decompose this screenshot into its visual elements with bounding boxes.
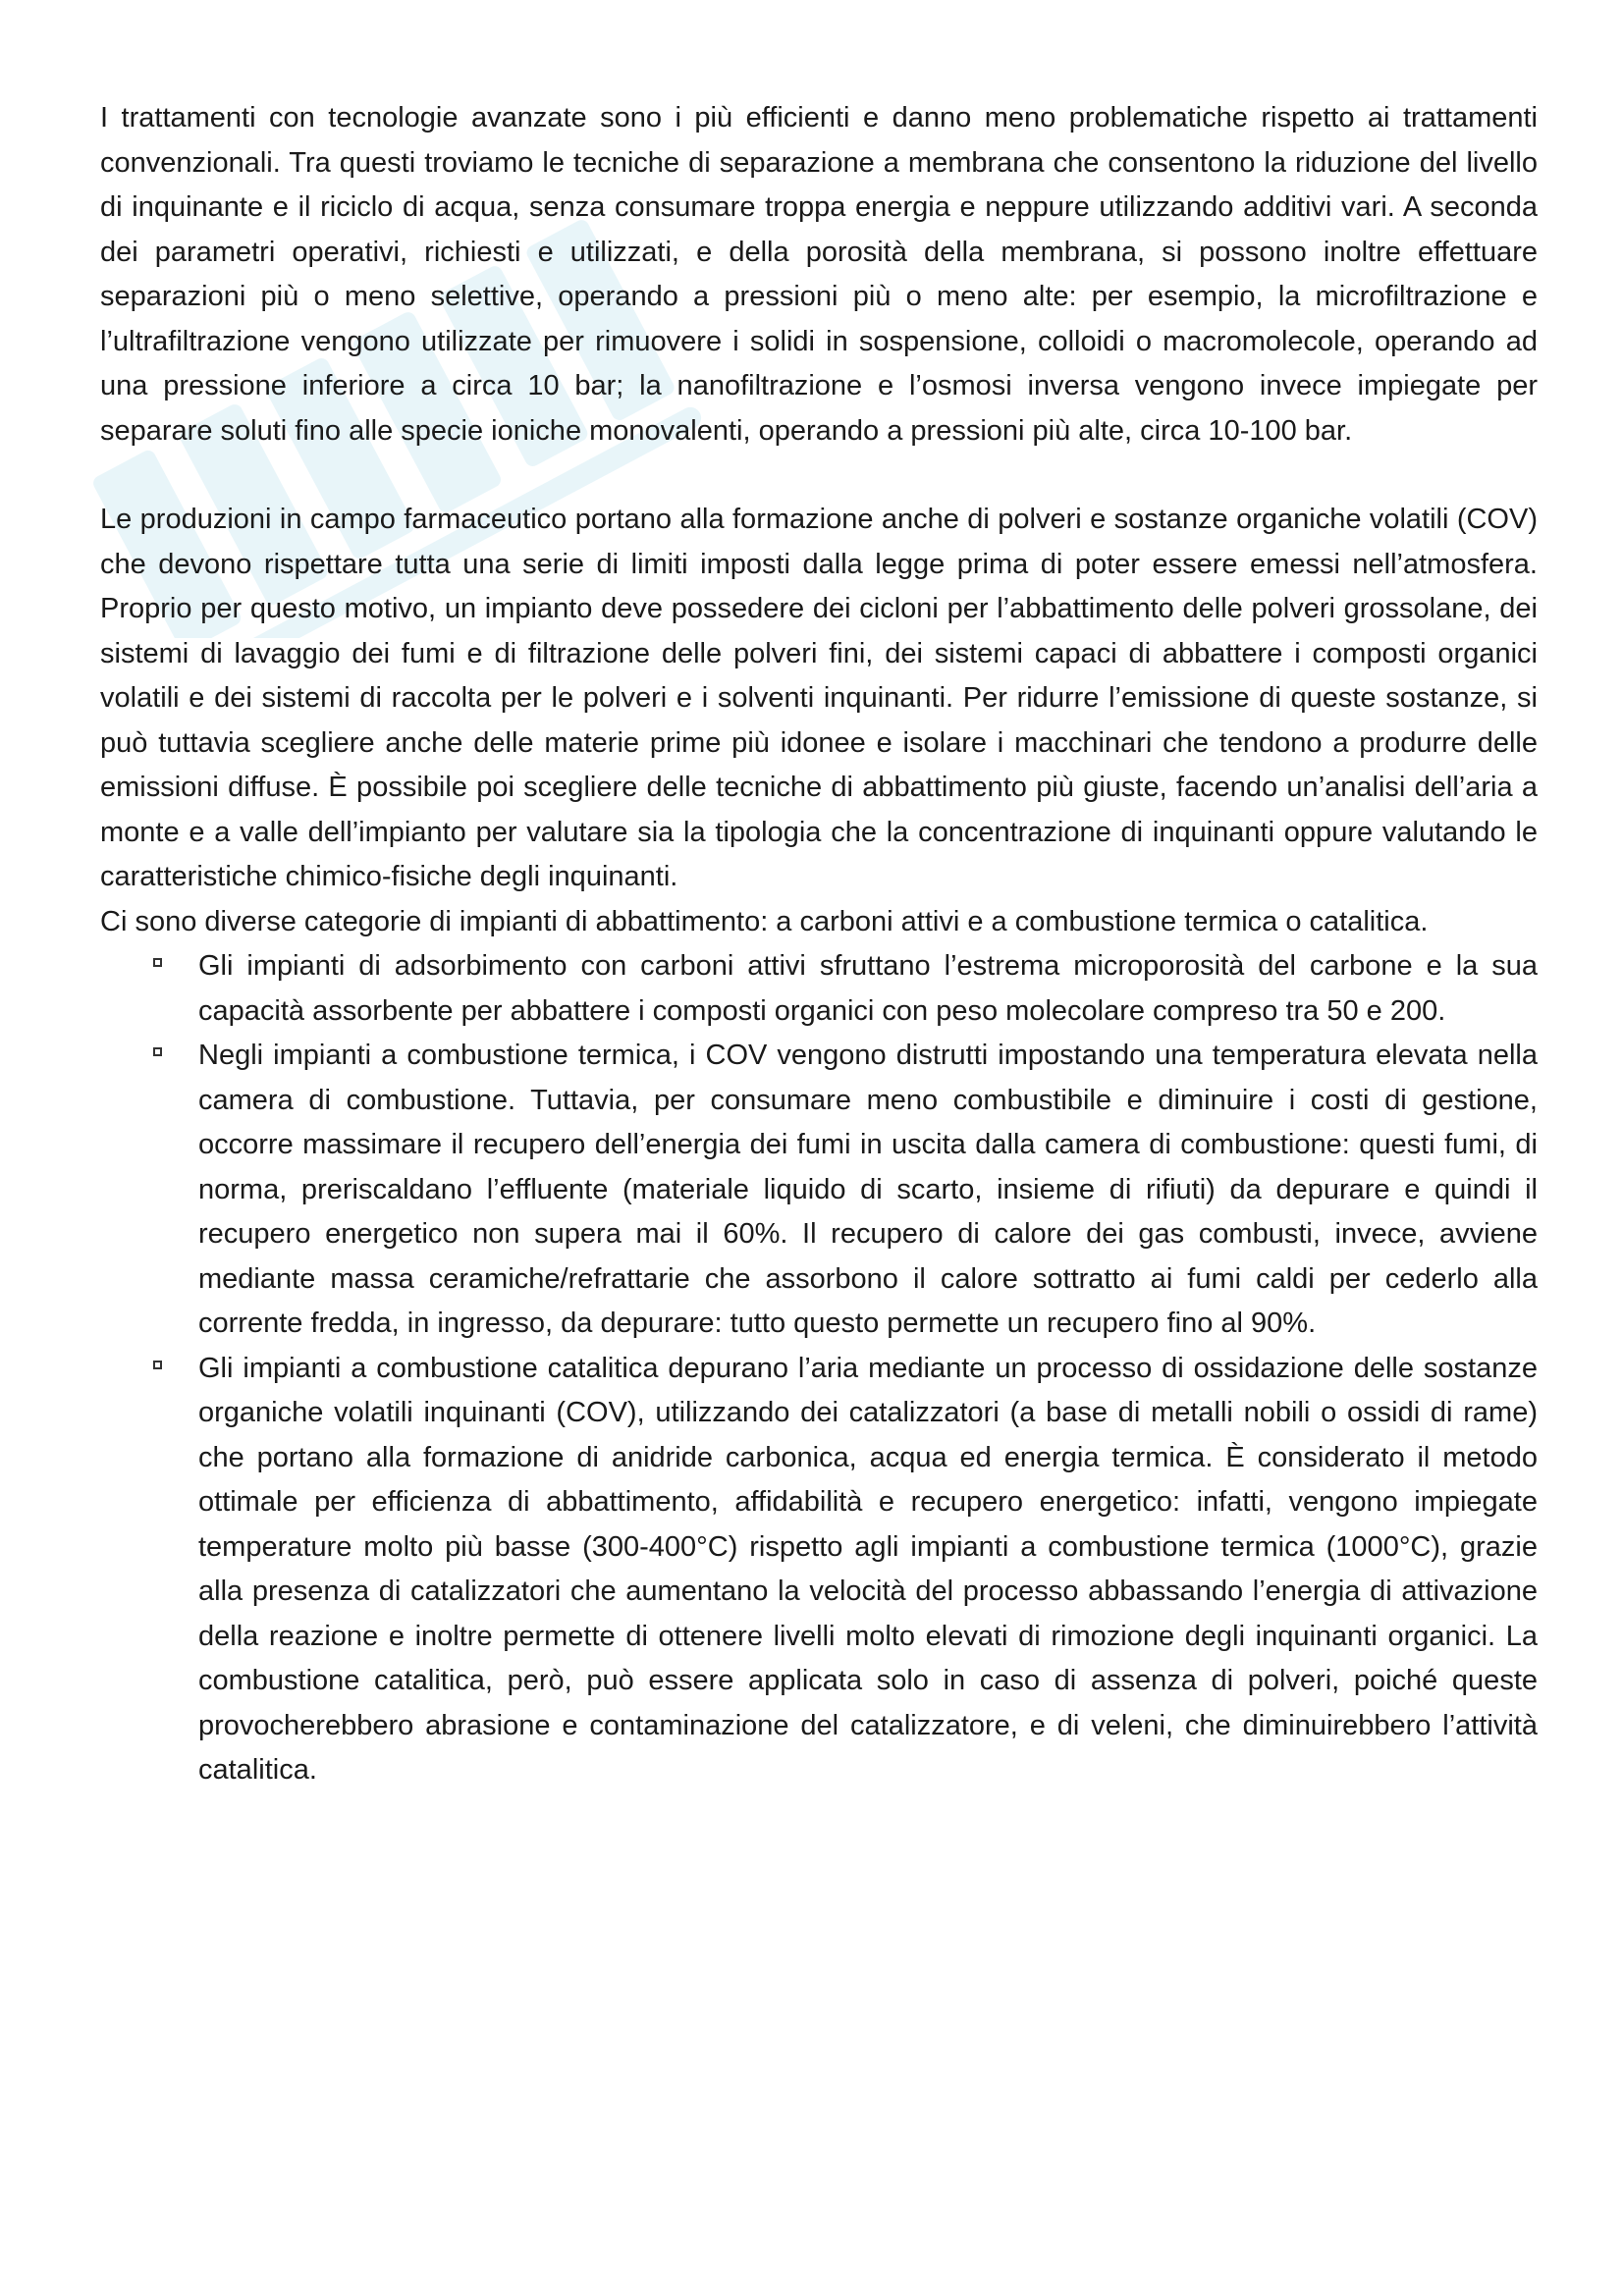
list-item-text: Gli impianti di adsorbimento con carboni attivi sfruttano l’estrema microporosità del carbone e la sua capacità assorbente per abbattere i composti organici con peso molecolare compreso tra 50 e 200.	[198, 950, 1538, 1027]
square-bullet-icon	[153, 1047, 162, 1056]
square-bullet-icon	[153, 958, 162, 967]
list-item	[100, 1034, 1538, 1347]
abatement-plant-list	[100, 944, 1538, 1793]
square-bullet-icon	[153, 1361, 162, 1369]
list-item	[100, 1347, 1538, 1793]
paragraph-membrane-treatments: I trattamenti con tecnologie avanzate sono i più efficienti e danno meno problematiche rispetto ai trattamenti convenzionali. Tra questi troviamo le tecniche di separazione a membrana che consentono la riduzione del livello di inquinante e il riciclo di acqua, senza consumare troppa energia e neppure utilizzando additivi vari. A seconda dei parametri operativi, richiesti e utilizzati, e della porosità della membrana, si possono inoltre effettuare separazioni più o meno selettive, operando a pressioni più o meno alte: per esempio, la microfiltrazione e l’ultrafiltrazione vengono utilizzate per rimuovere i solidi in sospensione, colloidi o macromolecole, operando ad una pressione inferiore a circa 10 bar; la nanofiltrazione e l’osmosi inversa vengono invece impiegate per separare soluti fino alle specie ioniche monovalenti, operando a pressioni più alte, circa 10-100 bar.	[100, 102, 1538, 447]
list-item	[100, 944, 1538, 1034]
paragraph-pharma-emissions: Le produzioni in campo farmaceutico portano alla formazione anche di polveri e sostanze organiche volatili (COV) che devono rispettare tutta una serie di limiti imposti dalla legge prima di poter essere emessi nell’atmosfera. Proprio per questo motivo, un impianto deve possedere dei cicloni per l’abbattimento delle polveri grossolane, dei sistemi di lavaggio dei fumi e di filtrazione delle polveri fini, dei sistemi capaci di abbattere i composti organici volatili e dei sistemi di raccolta per le polveri e i solventi inquinanti. Per ridurre l’emissione di queste sostanze, si può tuttavia scegliere anche delle materie prime più idonee e isolare i macchinari che tendono a produrre delle emissioni diffuse. È possibile poi scegliere delle tecniche di abbattimento più giuste, facendo un’analisi dell’aria a monte e a valle dell’impianto per valutare sia la tipologia che la concentrazione di inquinanti oppure valutando le caratteristiche chimico-fisiche degli inquinanti.	[100, 504, 1538, 892]
paragraph-abatement-categories: Ci sono diverse categorie di impianti di abbattimento: a carboni attivi e a combustione termica o catalitica.	[100, 905, 1429, 937]
list-item-text: Gli impianti a combustione catalitica depurano l’aria mediante un processo di ossidazione delle sostanze organiche volatili inquinanti (COV), utilizzando dei catalizzatori (a base di metalli nobili o ossidi di rame) che portano alla formazione di anidride carbonica, acqua ed energia termica. È considerato il metodo ottimale per efficienza di abbattimento, affidabilità e recupero energetico: infatti, vengono impiegate temperature molto più basse (300-400°C) rispetto agli impianti a combustione termica (1000°C), grazie alla presenza di catalizzatori che aumentano la velocità del processo abbassando l’energia di attivazione della reazione e inoltre permette di ottenere livelli molto elevati di rimozione degli inquinanti organici. La combustione catalitica, però, può essere applicata solo in caso di assenza di polveri, poiché queste provocherebbero abrasione e contaminazione del catalizzatore, e di veleni, che diminuirebbero l’attività catalitica.	[198, 1352, 1538, 1786]
list-item-text: Negli impianti a combustione termica, i COV vengono distrutti impostando una temperatura elevata nella camera di combustione. Tuttavia, per consumare meno combustibile e diminuire i costi di gestione, occorre massimare il recupero dell’energia dei fumi in uscita dalla camera di combustione: questi fumi, di norma, preriscaldano l’effluente (materiale liquido di scarto, insieme di rifiuti) da depurare e quindi il recupero energetico non supera mai il 60%. Il recupero di calore dei gas combusti, invece, avviene mediante massa ceramiche/refrattarie che assorbono il calore sottratto ai fumi caldi per cederlo alla corrente fredda, in ingresso, da depurare: tutto questo permette un recupero fino al 90%.	[198, 1040, 1538, 1339]
document-body	[100, 96, 1538, 1793]
